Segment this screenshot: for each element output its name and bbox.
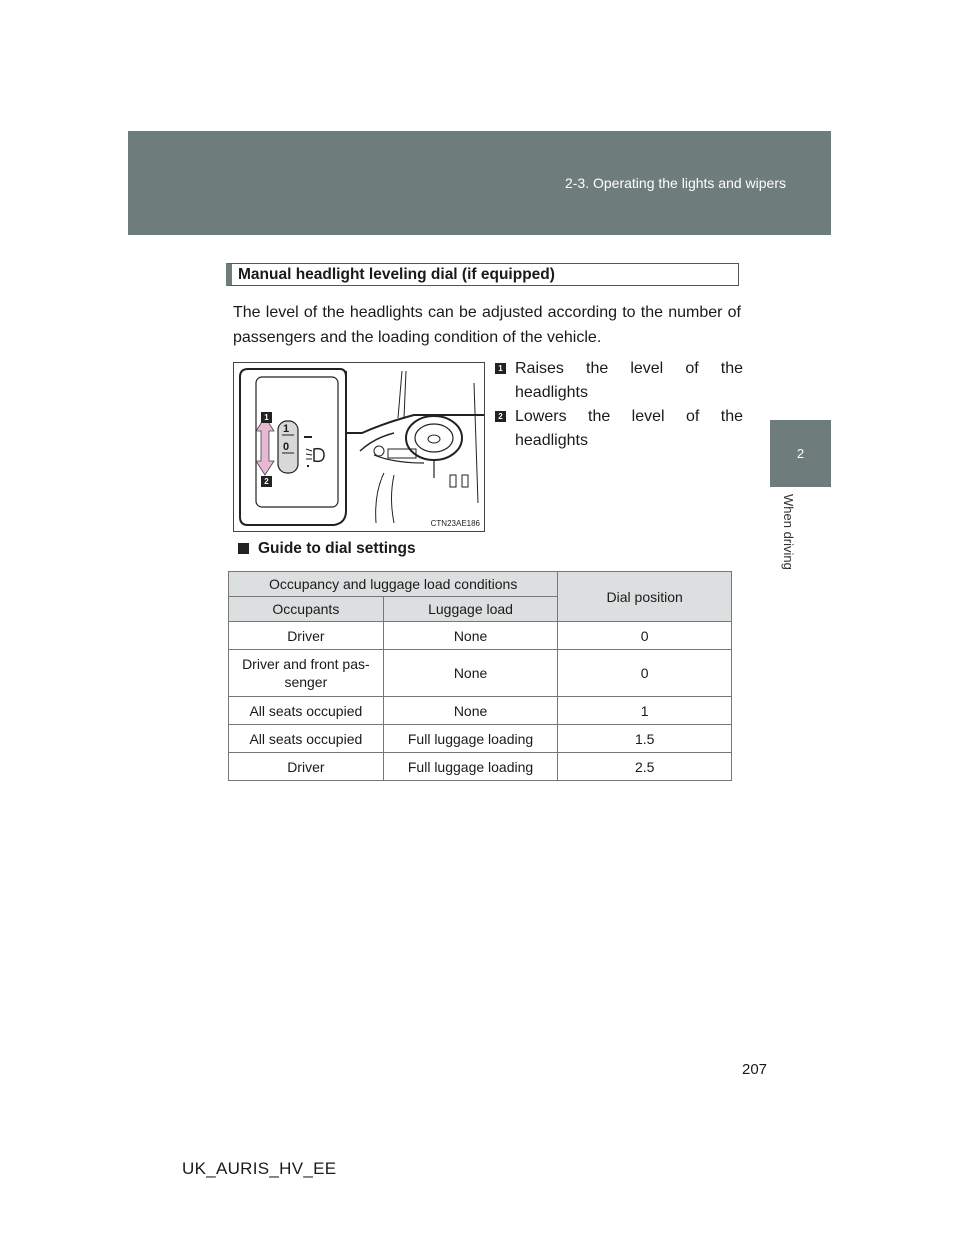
dial-mark-0: 0 <box>283 441 290 453</box>
table-row <box>229 650 732 697</box>
table-row <box>229 622 732 650</box>
cell-occupants <box>229 650 384 697</box>
dial-figure <box>233 362 485 532</box>
dial-mark-1: 1 <box>283 423 290 435</box>
table-header-occupants: Occupants <box>229 597 384 622</box>
section-title: 2-3. Operating the lights and wipers <box>564 175 786 191</box>
cell-occupants-text: Driver and front pas-senger <box>242 656 370 690</box>
chapter-label: When driving <box>781 494 796 570</box>
table-header-luggage: Luggage load <box>383 597 558 622</box>
table-row <box>229 697 732 725</box>
cell-dial: 1 <box>558 697 732 725</box>
bullet-square-icon <box>238 543 249 554</box>
figure-badge-2: 2 <box>261 476 272 487</box>
guide-heading-text: Guide to dial settings <box>258 540 416 557</box>
figure-badge-1: 1 <box>261 412 272 423</box>
dial-settings-table <box>228 571 732 781</box>
cell-dial: 0 <box>558 622 732 650</box>
intro-paragraph: The level of the headlights can be adjusted according to the number of passengers and the loading condition of the vehicle. <box>233 304 741 346</box>
cell-luggage: None <box>383 697 558 725</box>
cell-luggage: None <box>383 622 558 650</box>
table-row <box>229 725 732 753</box>
figure-code: CTN23AE186 <box>430 519 480 528</box>
cell-occupants: Driver <box>229 753 384 781</box>
cell-dial: 0 <box>558 650 732 697</box>
callout-text: Lowers the level of the headlights <box>515 408 743 449</box>
cell-occupants: Driver <box>229 622 384 650</box>
callout-lower <box>495 405 743 453</box>
dial-illustration <box>234 363 484 531</box>
table-header-dial: Dial position <box>558 572 732 622</box>
header-band <box>128 131 831 235</box>
table-row <box>229 753 732 781</box>
cell-dial: 2.5 <box>558 753 732 781</box>
callout-badge-1: 1 <box>495 363 506 374</box>
callout-text: Raises the level of the headlights <box>515 360 743 401</box>
page-number: 207 <box>742 1061 768 1078</box>
cell-dial: 1.5 <box>558 725 732 753</box>
cell-luggage: Full luggage loading <box>383 725 558 753</box>
cell-occupants: All seats occupied <box>229 697 384 725</box>
chapter-number: 2 <box>796 446 805 461</box>
callout-badge-2: 2 <box>495 411 506 422</box>
callout-raise <box>495 357 743 405</box>
guide-heading <box>238 540 416 558</box>
table-group-header: Occupancy and luggage load conditions <box>229 572 558 597</box>
cell-luggage: Full luggage loading <box>383 753 558 781</box>
chapter-tab <box>770 420 831 487</box>
subtitle: Manual headlight leveling dial (if equipped) <box>226 263 739 286</box>
footer-doc-code: UK_AURIS_HV_EE <box>182 1159 337 1178</box>
cell-luggage: None <box>383 650 558 697</box>
cell-occupants: All seats occupied <box>229 725 384 753</box>
